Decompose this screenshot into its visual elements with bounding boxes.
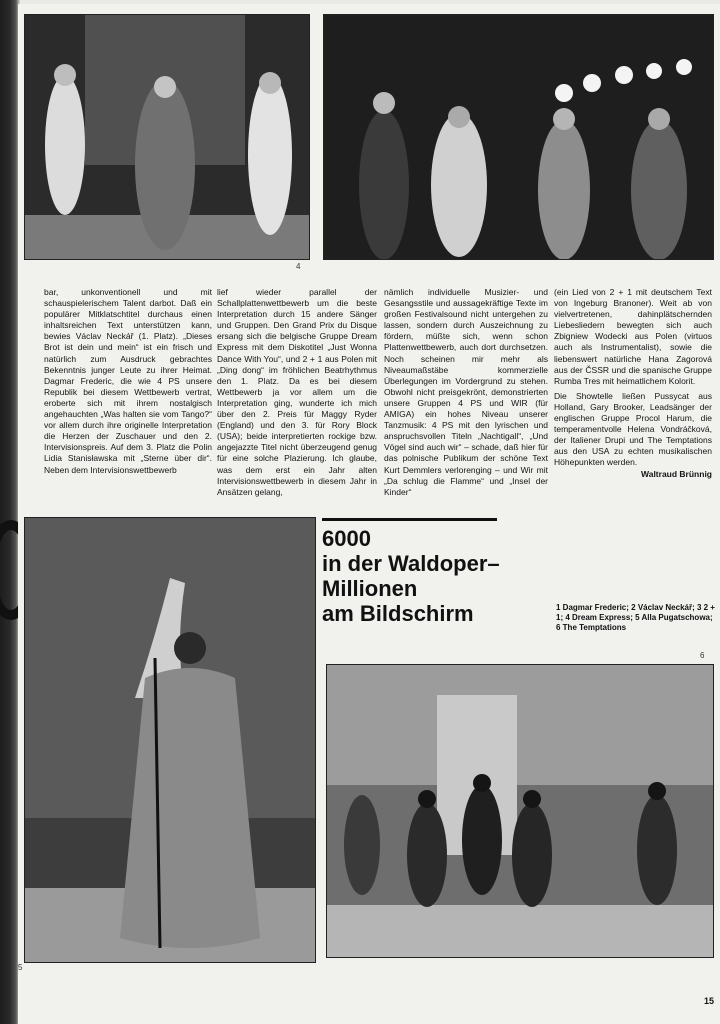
headline-line-3: Millionen bbox=[322, 576, 418, 601]
previous-page-edge bbox=[0, 0, 23, 1024]
photo-number-5: 5 bbox=[18, 963, 23, 972]
headline-line-4: am Bildschirm bbox=[322, 601, 474, 626]
headline-rule bbox=[322, 518, 497, 521]
photo-stage-group bbox=[323, 14, 714, 260]
article-column-4 bbox=[554, 287, 712, 480]
article-column-3 bbox=[384, 287, 548, 498]
photo-stage-trio bbox=[24, 14, 310, 260]
article-column-1-text: bar, unkonventionell und mit schauspielerischem Talent darbot. Daß ein populärer Mitklatschtitel durchaus einen inhaltsreichen Text unterstützen kann, bewies Václav Neckář (1. Platz). „Dieses Brot ist dein und mein“ ist ein frisch und natürlich zum Ausdruck gebrachtes Bekenntnis junger Leute zu ihrer Heimat. Dagmar Frederic, die wie 4 PS unsere Republik bei diesem Wettbewerb vertrat, eroberte sich mit ihrem nostalgisch angehauchten „Was halten sie vom Tango?“ vor allem durch ihre originelle Interpretation die Herzen der Zuschauer und den 2. Intervisionspreis. Auf dem 3. Platz die Polin Lidia Stanisławska mit „Sterne über dir“. Neben dem Intervisionswettbewerb bbox=[44, 287, 212, 475]
author-signature: Waltraud Brünnig bbox=[641, 468, 712, 479]
photo-number-4: 4 bbox=[296, 262, 301, 271]
headline-line-2: in der Waldoper– bbox=[322, 551, 500, 576]
page-number: 15 bbox=[703, 996, 714, 1006]
article-column-4-text: (ein Lied von 2 + 1 mit deutschem Text von Ingeburg Branoner). Weit ab von vielvertretenen, dahinplätschernden Liebesliedern bewegten sich auch Zbigniew Wodecki aus Polen (virtuos auch als Instrumentalist), sowie die liebenswert natürliche Hana Zagorová aus der ČSSR und die spanische Gruppe Rumba Tres mit heimatlichem Kolorit. bbox=[554, 287, 712, 386]
article-column-2 bbox=[217, 287, 377, 498]
photo-caption: 1 Dagmar Frederic; 2 Václav Neckář; 3 2 + 1; 4 Dream Express; 5 Alla Pugatschowa; 6 The Temptations bbox=[556, 603, 715, 632]
photo-singer bbox=[24, 517, 316, 963]
photo-band-outdoor bbox=[326, 664, 714, 958]
article-column-4-text-b: Die Showtelle ließen Pussycat aus Holland, Gary Brooker, Leadsänger der englischen Gruppe Procol Harum, die temperamentvolle Helena Vondráčková, der Italiener Drupi und The Temptations aus den USA zu echten musikalischen Höhepunkten werden. bbox=[554, 390, 712, 468]
headline-line-1: 6000 bbox=[322, 526, 371, 551]
article-column-2-text: lief wieder parallel der Schallplattenwettbewerb um die beste Interpretation durch 15 andere Sänger und Gruppen. Den Grand Prix du Disque ersang sich die belgische Gruppe Dream Express mit dem Diskotitel „Just Wonna Dance With You“, und 2 + 1 aus Polen mit „Ding dong“ im fröhlichen Beatrhythmus den 1. Platz. Da es bei diesem Wettbewerb ja vor allem um die Interpretation ging, wunderte ich mich über den 2. Preis für Maggy Ryder (England) und den 3. für Rory Block (USA); beide interpretierten rockige bzw. angejazzte Titel nicht überzeugend genug für eine solche Plazierung. Ich glaube, was dem erst ein Jahr alten Intervisionswettbewerb in diesem Jahr in Ansätzen gelang, bbox=[217, 287, 377, 497]
article-column-1 bbox=[44, 287, 212, 476]
photo-number-6: 6 bbox=[700, 651, 705, 660]
article-column-3-text: nämlich individuelle Musizier- und Gesangsstile und aussagekräftige Texte im großen Festivalsound nicht untergehen zu lassen, sondern durch Auszeichnung zu fördern, müßte sich, wenn schon Plattenwettbewerb, auch dort durchsetzen. Noch scheinen mir mehr als Niveaumaßstäbe kommerzielle Überlegungen im Vordergrund zu stehen. Obwohl nicht preisgekrönt, demonstrierten unsere Gruppen 4 PS und WIR (für AMIGA) ein hohes Niveau unserer Tanzmusik: 4 PS mit den lyrischen und anspruchsvollen Titeln „Nachtigall“, „Und Vögel sind auch wir“ – schade, daß hier für das polnische Publikum der schöne Text Kurt Demmlers verlorenging – und Wir mit „Da schlug die Flamme“ und „Insel der Kinder“ bbox=[384, 287, 548, 497]
headline bbox=[322, 526, 512, 626]
